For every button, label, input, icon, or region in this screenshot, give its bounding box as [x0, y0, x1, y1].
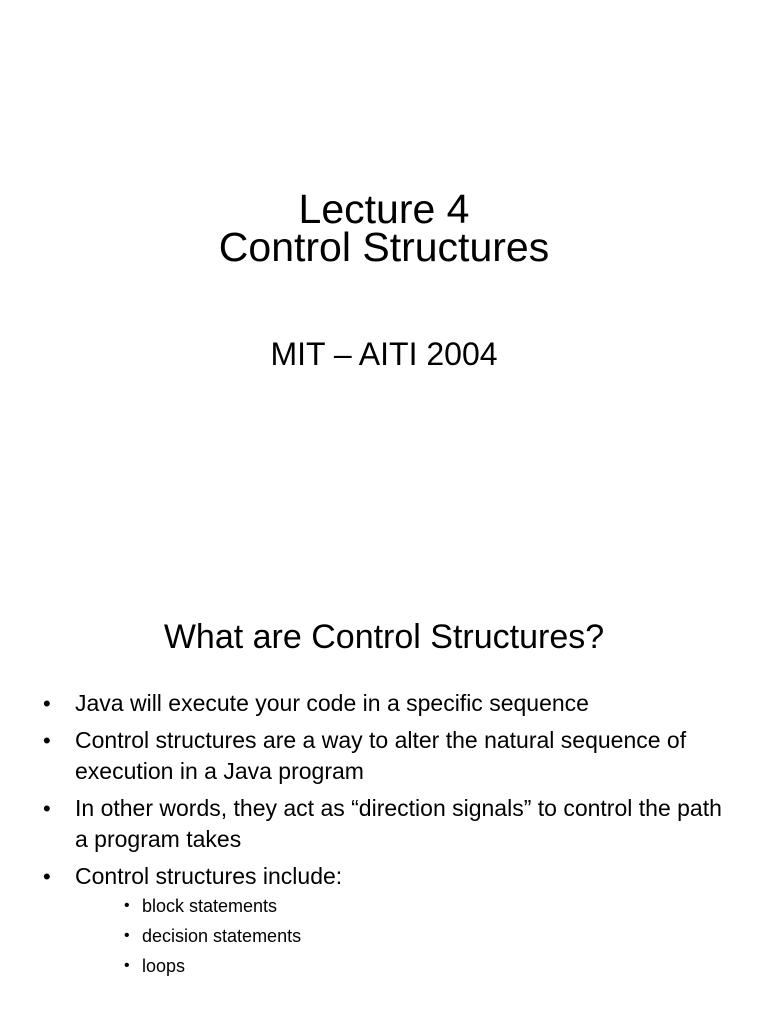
sub-bullet-item: [67, 895, 728, 917]
sub-bullet-icon: •: [124, 957, 130, 974]
bullet-list: [0, 688, 768, 985]
sub-bullet-text: block statements: [142, 896, 278, 916]
sub-bullet-list: [0, 895, 728, 977]
sub-bullet-text: decision statements: [142, 926, 302, 946]
lecture-number: Lecture 4: [298, 186, 470, 232]
course-subtitle: MIT – AITI 2004: [270, 336, 498, 372]
bullet-item: [0, 688, 768, 719]
bullet-item: [0, 861, 768, 977]
bullet-icon: •: [43, 796, 51, 821]
bullet-item: [0, 793, 768, 855]
sub-bullet-icon: •: [124, 927, 130, 944]
bullet-text: In other words, they act as “direction signals” to control the path a program takes: [75, 795, 722, 852]
lecture-topic: Control Structures: [218, 224, 550, 270]
sub-bullet-item: [67, 925, 728, 947]
bullet-icon: •: [43, 864, 51, 889]
sub-bullet-icon: •: [124, 897, 130, 914]
bullet-item: [0, 725, 768, 787]
slide-content: [0, 512, 768, 1024]
slide-heading: What are Control Structures?: [163, 618, 605, 656]
bullet-icon: •: [43, 728, 51, 753]
sub-bullet-text: loops: [142, 956, 186, 976]
bullet-icon: •: [43, 691, 51, 716]
sub-bullet-item: [67, 955, 728, 977]
bullet-text: Control structures are a way to alter the natural sequence of execution in a Java program: [75, 727, 687, 784]
slide-title-heading: [0, 186, 768, 270]
bullet-text: Java will execute your code in a specific sequence: [75, 690, 589, 716]
bullet-text: Control structures include:: [75, 863, 343, 889]
